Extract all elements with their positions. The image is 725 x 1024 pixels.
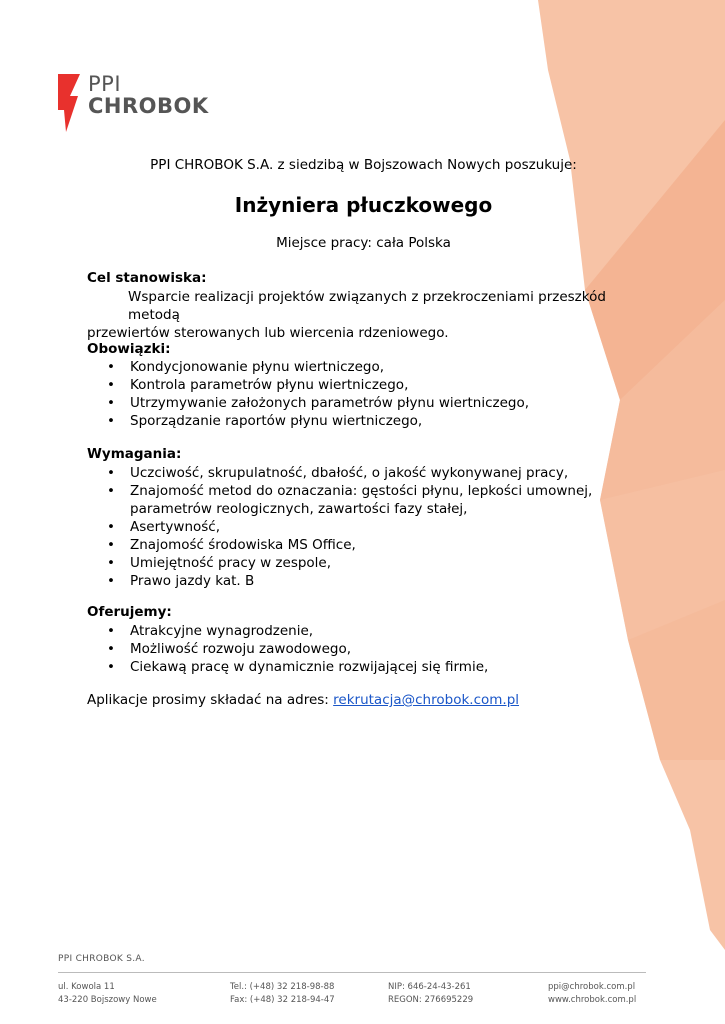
application-text: Aplikacje prosimy składać na adres: — [87, 692, 334, 708]
footer-registry — [388, 981, 473, 1007]
footer-address-line-2: 43-220 Bojszowy Nowe — [58, 995, 157, 1005]
list-item: • Znajomość środowiska MS Office, — [87, 536, 647, 554]
job-title: Inżyniera płuczkowego — [234, 193, 493, 217]
list-item: • Prawo jazdy kat. B — [87, 572, 647, 590]
logo-text-chrobok: CHROBOK — [88, 94, 209, 118]
goal-text — [87, 288, 647, 342]
offer-list — [87, 622, 647, 676]
list-item: • Uczciwość, skrupulatność, dbałość, o jakość wykonywanej pracy, — [87, 464, 647, 482]
footer-regon: REGON: 276695229 — [388, 995, 474, 1005]
list-item: • Sporządzanie raportów płynu wiertniczego, — [87, 412, 647, 430]
footer-company-name: PPI CHROBOK S.A. — [58, 954, 145, 964]
application-info — [87, 692, 519, 708]
list-item: • Utrzymywanie założonych parametrów płynu wiertniczego, — [87, 394, 647, 412]
work-place: Miejsce pracy: cała Polska — [276, 235, 451, 251]
list-item: • Ciekawą pracę w dynamicznie rozwijającej się firmie, — [87, 658, 647, 676]
footer-contact — [548, 981, 636, 1007]
duties-heading: Obowiązki: — [87, 341, 171, 357]
logo-text-ppi: PPI — [88, 72, 122, 96]
list-item: • Atrakcyjne wynagrodzenie, — [87, 622, 647, 640]
footer-tel: Tel.: (+48) 32 218-98-88 — [230, 982, 335, 992]
footer-divider — [58, 972, 646, 973]
list-item: • Asertywność, — [87, 518, 647, 536]
requirements-heading: Wymagania: — [87, 446, 182, 462]
footer-fax: Fax: (+48) 32 218-94-47 — [230, 995, 335, 1005]
goal-text-line-1: Wsparcie realizacji projektów związanych z przekroczeniami przeszkód metodą — [128, 289, 606, 323]
list-item-continuation: parametrów reologicznych, zawartości fazy stałej, — [130, 501, 468, 517]
list-item: • Znajomość metod do oznaczania: gęstości płynu, lepkości umownej, — [87, 482, 647, 500]
duties-list — [87, 358, 647, 430]
footer-phones — [230, 981, 335, 1007]
list-item: • Możliwość rozwoju zawodowego, — [87, 640, 647, 658]
footer-website-link[interactable]: www.chrobok.com.pl — [548, 995, 637, 1005]
logo-mark-icon — [58, 74, 84, 138]
goal-text-line-2: przewiertów sterowanych lub wiercenia rdzeniowego. — [87, 325, 449, 341]
requirements-list — [87, 464, 647, 590]
footer-address — [58, 981, 157, 1007]
list-item: • Umiejętność pracy w zespole, — [87, 554, 647, 572]
footer-nip: NIP: 646-24-43-261 — [388, 982, 471, 992]
footer-address-line-1: ul. Kowola 11 — [58, 982, 115, 992]
list-item: • Kondycjonowanie płynu wiertniczego, — [87, 358, 647, 376]
list-item: • Kontrola parametrów płynu wiertniczego, — [87, 376, 647, 394]
intro-line: PPI CHROBOK S.A. z siedzibą w Bojszowach Nowych poszukuje: — [150, 157, 577, 173]
application-email-link[interactable]: rekrutacja@chrobok.com.pl — [333, 692, 520, 708]
offer-heading: Oferujemy: — [87, 604, 172, 620]
goal-heading: Cel stanowiska: — [87, 270, 207, 286]
footer-email-link[interactable]: ppi@chrobok.com.pl — [548, 982, 636, 992]
